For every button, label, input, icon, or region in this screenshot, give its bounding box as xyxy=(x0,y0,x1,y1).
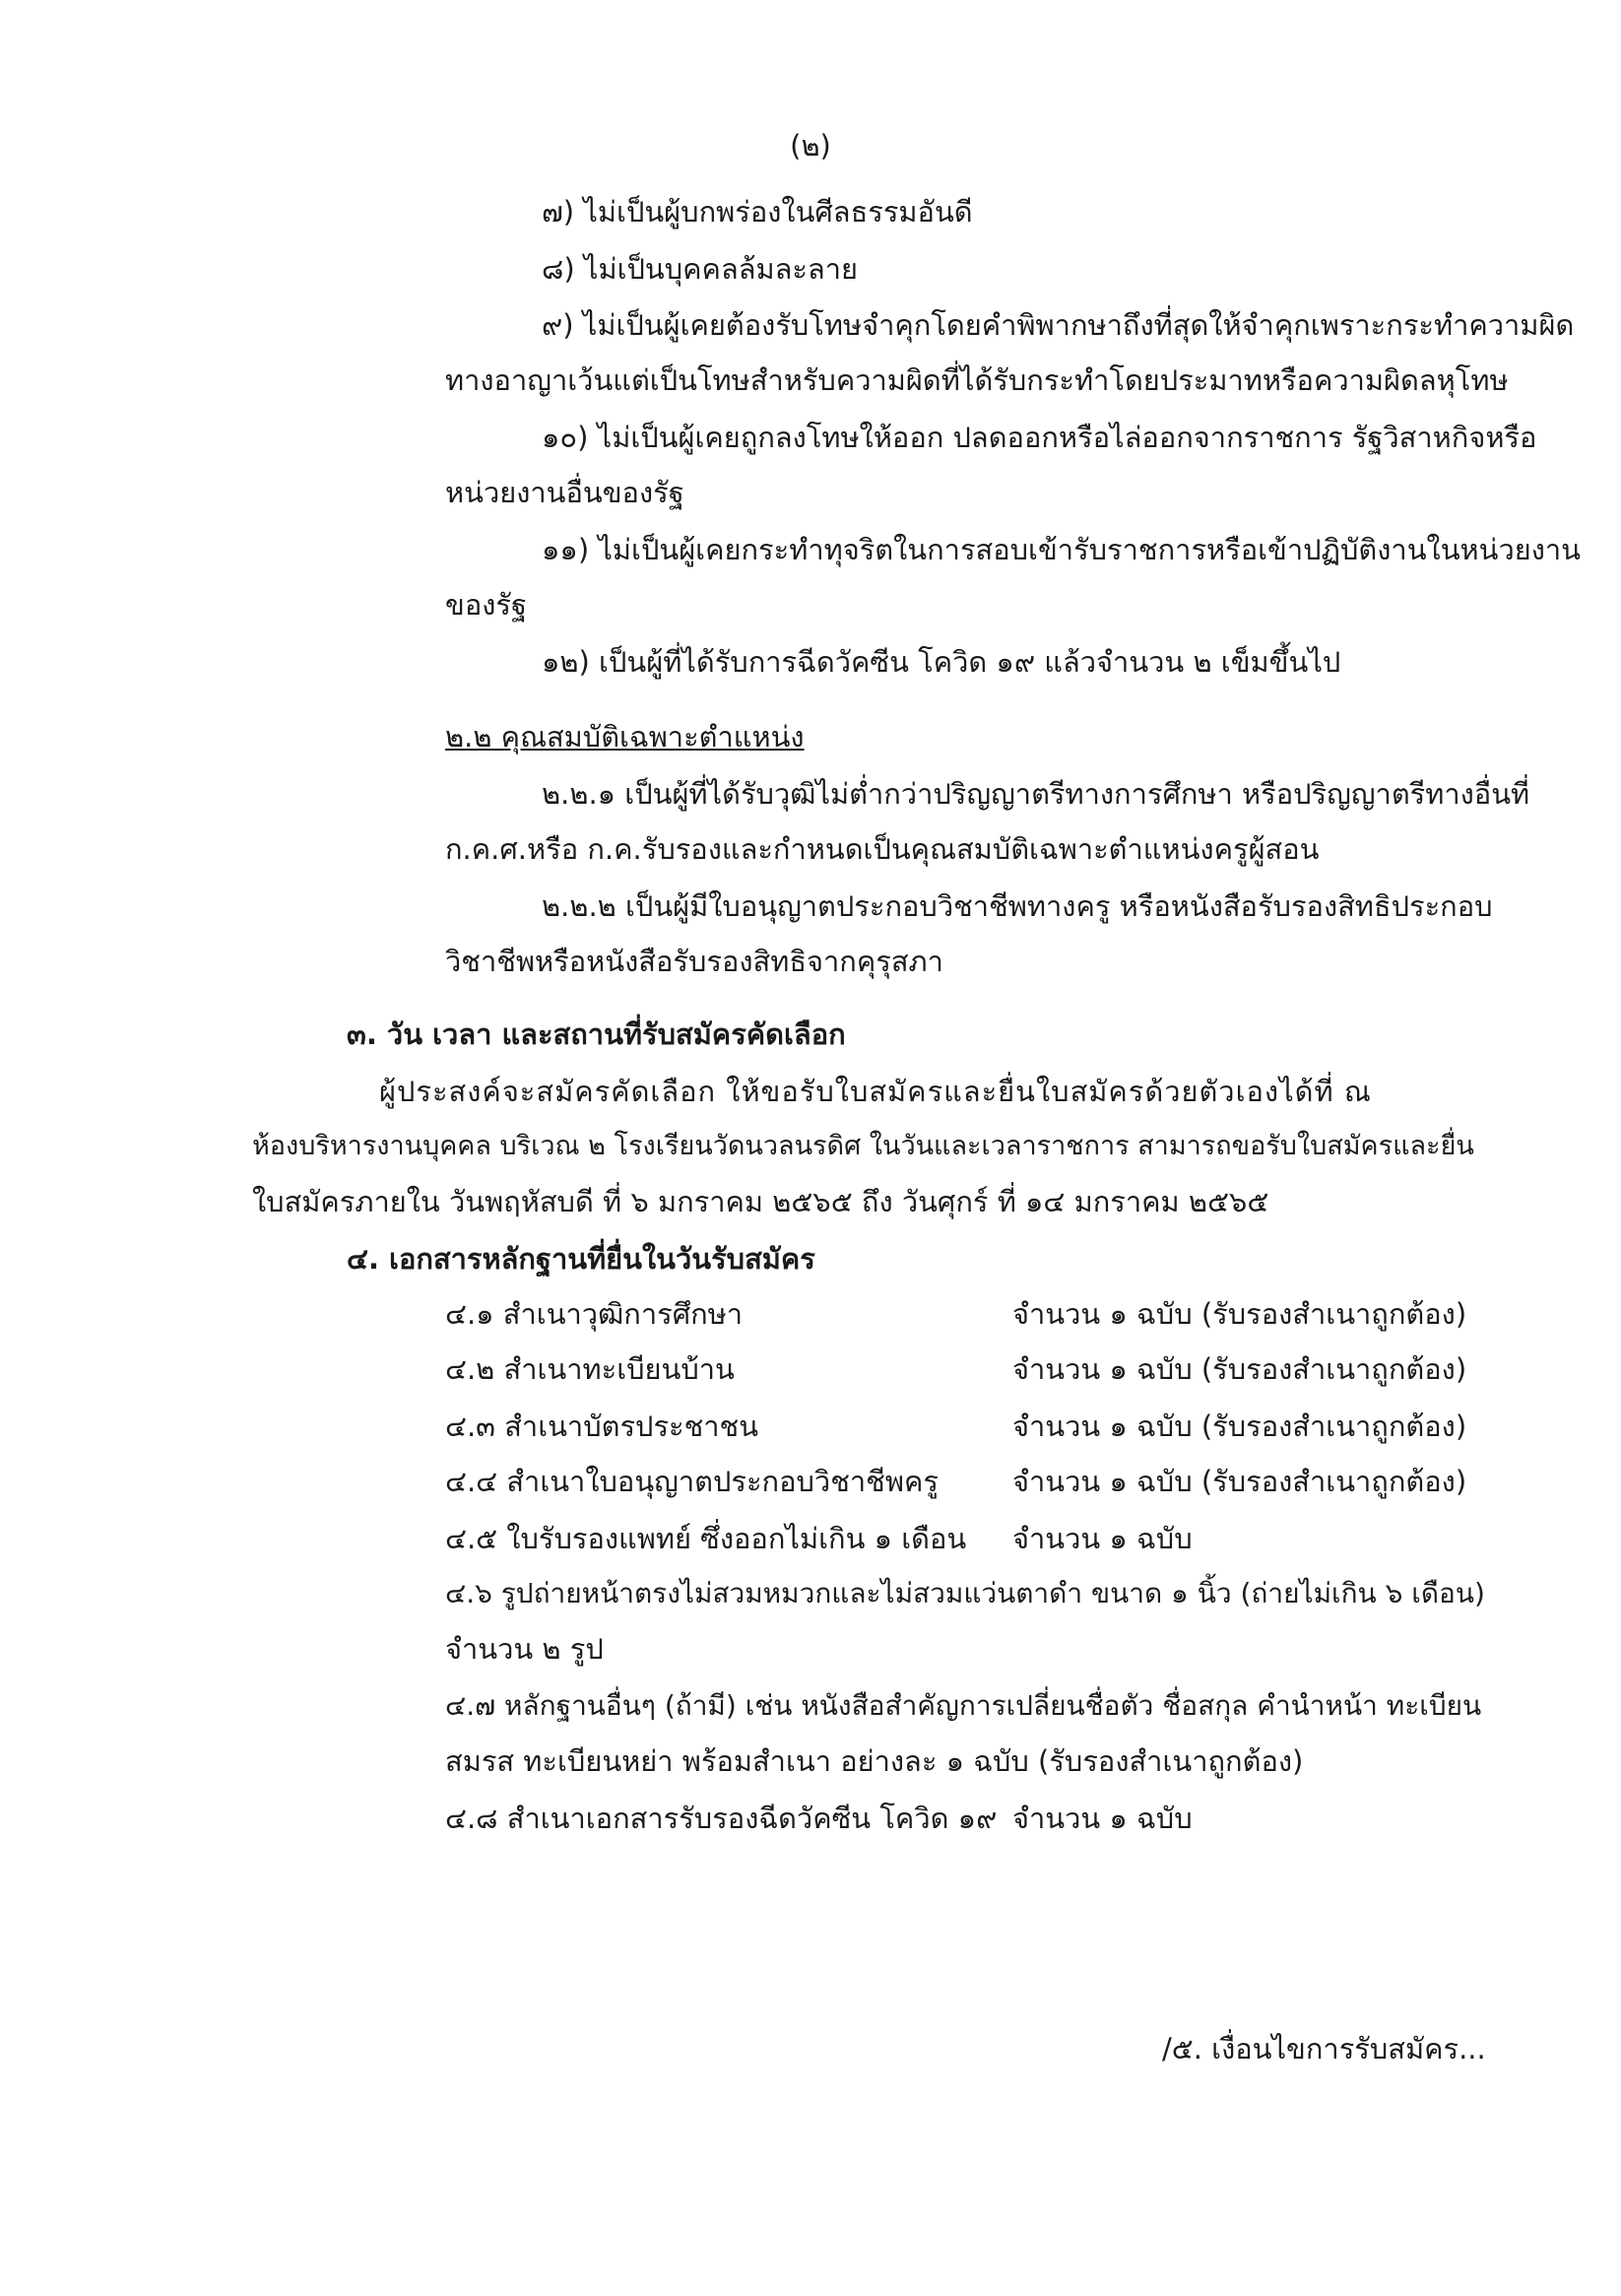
document-item-label: ๔.๒ สำเนาทะเบียนบ้าน xyxy=(445,1352,735,1386)
qualification-12: ๑๒) เป็นผู้ที่ได้รับการฉีดวัคซีน โควิด ๑๙ แล้วจำนวน ๒ เข็มขึ้นไป xyxy=(542,645,1341,679)
qualification-10-line2: หน่วยงานอื่นของรัฐ xyxy=(445,476,684,509)
qualification-7: ๗) ไม่เป็นผู้บกพร่องในศีลธรรมอันดี xyxy=(542,195,973,229)
qualification-11-line2: ของรัฐ xyxy=(445,588,527,622)
section-3-para-line3: ใบสมัครภายใน วันพฤหัสบดี ที่ ๖ มกราคม ๒๕๖๕ ถึง วันศุกร์ ที่ ๑๔ มกราคม ๒๕๖๕ xyxy=(252,1185,1269,1218)
document-item-7-line1: ๔.๗ หลักฐานอื่นๆ (ถ้ามี) เช่น หนังสือสำคัญการเปลี่ยนชื่อตัว ชื่อสกุล คำนำหน้า ทะเบียน xyxy=(445,1689,1482,1722)
qualification-9-line1: ๙) ไม่เป็นผู้เคยต้องรับโทษจำคุกโดยคำพิพากษาถึงที่สุดให้จำคุกเพราะกระทำความผิด xyxy=(542,308,1575,342)
document-item-qty: จำนวน ๑ ฉบับ (รับรองสำเนาถูกต้อง) xyxy=(1012,1410,1467,1443)
specific-qualification-1-line1: ๒.๒.๑ เป็นผู้ที่ได้รับวุฒิไม่ต่ำกว่าปริญญาตรีทางการศึกษา หรือปริญญาตรีทางอื่นที่ xyxy=(542,777,1530,811)
document-item-label: ๔.๕ ใบรับรองแพทย์ ซึ่งออกไม่เกิน ๑ เดือน xyxy=(445,1522,967,1555)
document-item-qty: จำนวน ๑ ฉบับ (รับรองสำเนาถูกต้อง) xyxy=(1012,1465,1467,1498)
section-3-heading: ๓. วัน เวลา และสถานที่รับสมัครคัดเลือก xyxy=(347,1017,846,1051)
qualification-11-line1: ๑๑) ไม่เป็นผู้เคยกระทำทุจริตในการสอบเข้ารับราชการหรือเข้าปฏิบัติงานในหน่วยงาน xyxy=(542,533,1582,566)
section-3-para-line2: ห้องบริหารงานบุคคล บริเวณ ๒ โรงเรียนวัดนวลนรดิศ ในวันและเวลาราชการ สามารถขอรับใบสมัครและยื่น xyxy=(252,1131,1474,1161)
page-number: (๒) xyxy=(790,129,831,163)
document-item-6-line1: ๔.๖ รูปถ่ายหน้าตรงไม่สวมหมวกและไม่สวมแว่นตาดำ ขนาด ๑ นิ้ว (ถ่ายไม่เกิน ๖ เดือน) xyxy=(445,1577,1485,1609)
qualification-8: ๘) ไม่เป็นบุคคลล้มละลาย xyxy=(542,252,859,286)
document-item-qty: จำนวน ๑ ฉบับ (รับรองสำเนาถูกต้อง) xyxy=(1012,1352,1467,1386)
specific-qualification-2-line2: วิชาชีพหรือหนังสือรับรองสิทธิจากคุรุสภา xyxy=(445,945,943,978)
document-item-qty: จำนวน ๑ ฉบับ (รับรองสำเนาถูกต้อง) xyxy=(1012,1297,1467,1331)
document-item-label: ๔.๑ สำเนาวุฒิการศึกษา xyxy=(445,1297,744,1331)
document-item-7-line2: สมรส ทะเบียนหย่า พร้อมสำเนา อย่างละ ๑ ฉบับ (รับรองสำเนาถูกต้อง) xyxy=(445,1744,1304,1778)
specific-qualification-1-line2: ก.ค.ศ.หรือ ก.ค.รับรองและกำหนดเป็นคุณสมบัติเฉพาะตำแหน่งครูผู้สอน xyxy=(445,832,1320,866)
document-item-6-line2: จำนวน ๒ รูป xyxy=(445,1632,604,1666)
section-4-heading: ๔. เอกสารหลักฐานที่ยื่นในวันรับสมัคร xyxy=(347,1242,815,1276)
qualification-9-line2: ทางอาญาเว้นแต่เป็นโทษสำหรับความผิดที่ได้รับกระทำโดยประมาทหรือความผิดลหุโทษ xyxy=(445,363,1509,397)
specific-qualification-2-line1: ๒.๒.๒ เป็นผู้มีใบอนุญาตประกอบวิชาชีพทางครู หรือหนังสือรับรองสิทธิประกอบ xyxy=(542,889,1493,923)
document-item-qty: จำนวน ๑ ฉบับ xyxy=(1012,1522,1193,1555)
document-item-qty: จำนวน ๑ ฉบับ xyxy=(1012,1802,1193,1835)
continuation-note: /๕. เงื่อนไขการรับสมัคร... xyxy=(1162,2032,1486,2066)
qualification-10-line1: ๑๐) ไม่เป็นผู้เคยถูกลงโทษให้ออก ปลดออกหรือไล่ออกจากราชการ รัฐวิสาหกิจหรือ xyxy=(542,421,1537,454)
document-item-label: ๔.๔ สำเนาใบอนุญาตประกอบวิชาชีพครู xyxy=(445,1465,939,1498)
document-item-label: ๔.๘ สำเนาเอกสารรับรองฉีดวัคซีน โควิด ๑๙ xyxy=(445,1802,998,1835)
specific-qualifications-heading: ๒.๒ คุณสมบัติเฉพาะตำแหน่ง xyxy=(445,720,805,754)
section-3-para-line1: ผู้ประสงค์จะสมัครคัดเลือก ให้ขอรับใบสมัครและยื่นใบสมัครด้วยตัวเองได้ที่ ณ xyxy=(379,1075,1372,1108)
document-item-label: ๔.๓ สำเนาบัตรประชาชน xyxy=(445,1410,759,1443)
